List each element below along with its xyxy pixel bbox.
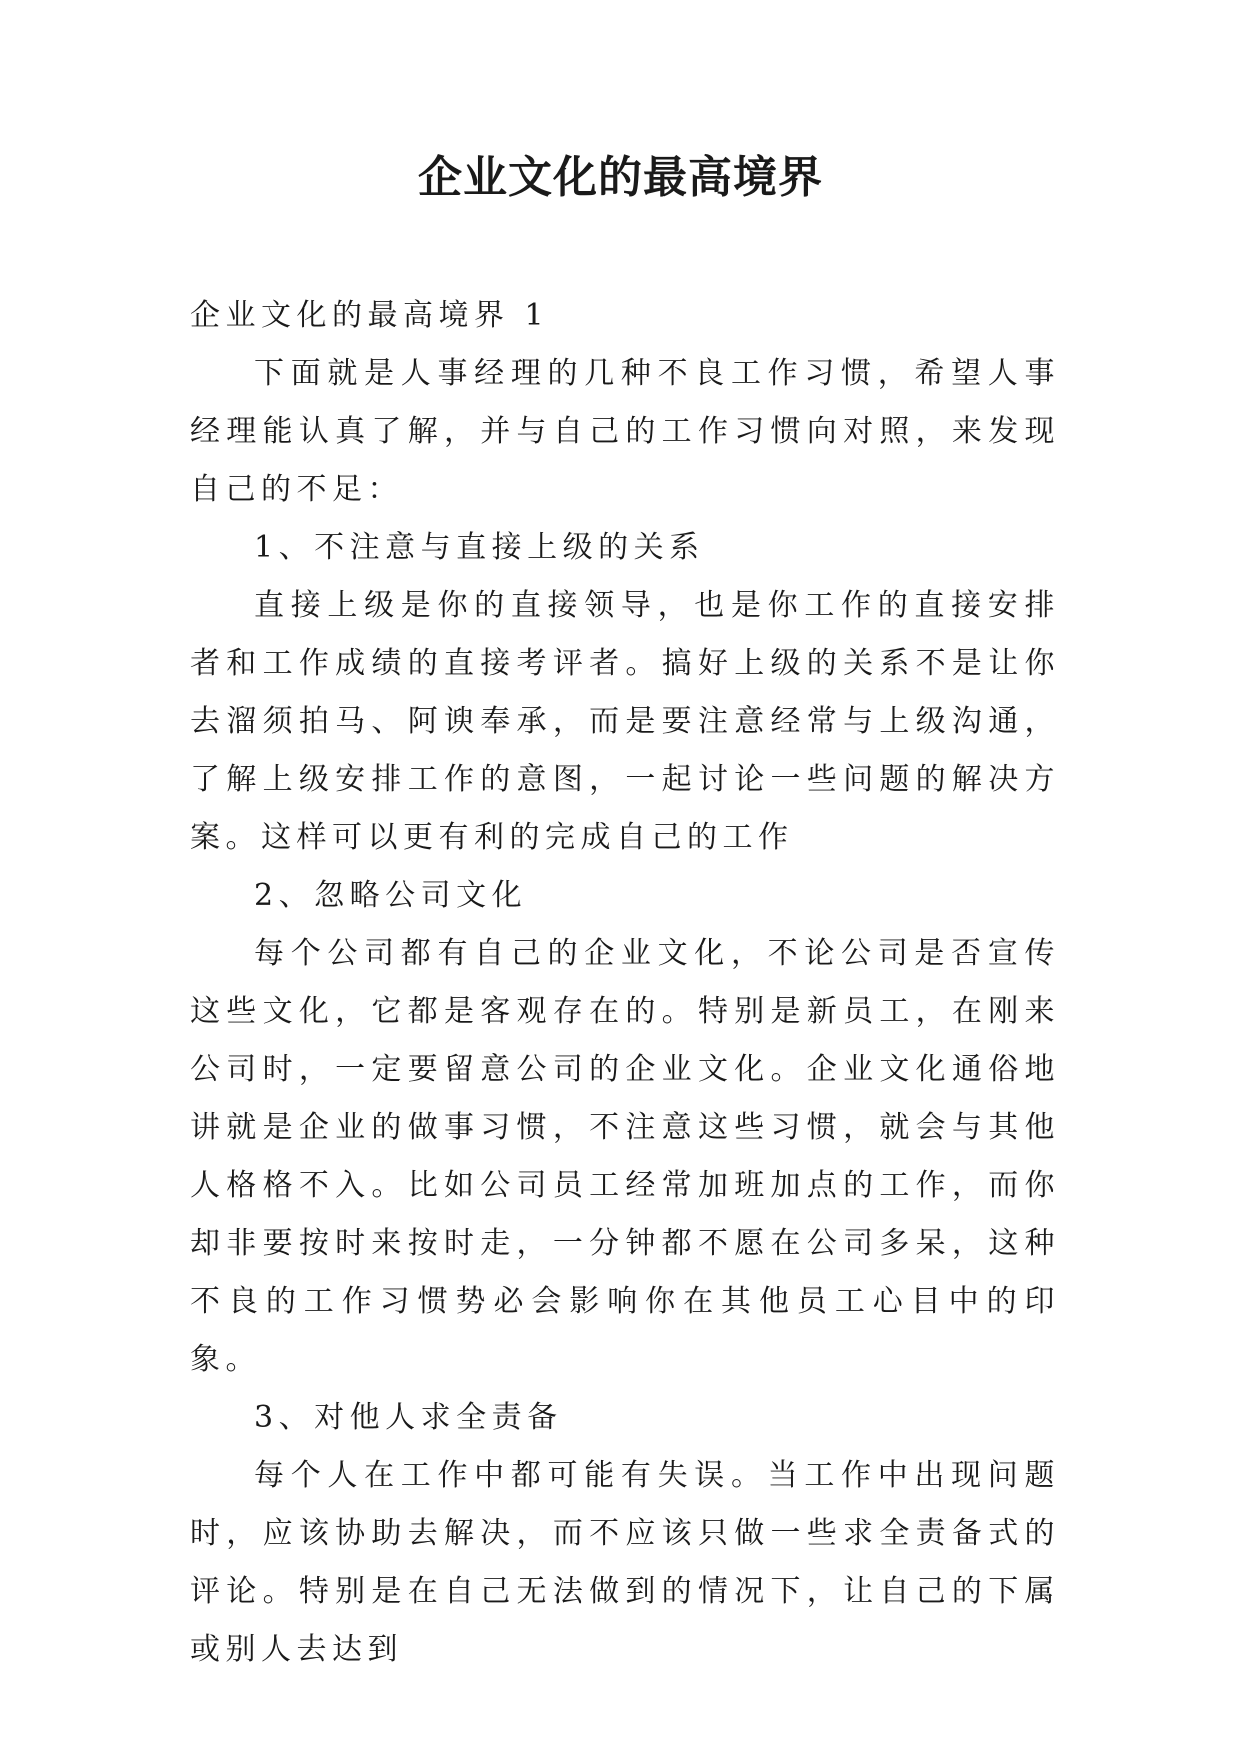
item-paragraph-1: 直接上级是你的直接领导，也是你工作的直接安排者和工作成绩的直接考评者。搞好上级的关系不是让你去溜须拍马、阿谀奉承，而是要注意经常与上级沟通，了解上级安排工作的意图，一起讨论一些问题的解决方案。这样可以更有利的完成自己的工作 [190, 588, 1060, 855]
item-heading-1: 1、不注意与直接上级的关系 [254, 530, 705, 565]
item-paragraph-2: 每个公司都有自己的企业文化，不论公司是否宣传这些文化，它都是客观存在的。特别是新员工，在刚来公司时，一定要留意公司的企业文化。企业文化通俗地讲就是企业的做事习惯，不注意这些习惯，就会与其他人格格不入。比如公司员工经常加班加点的工作，而你却非要按时来按时走，一分钟都不愿在公司多呆，这种不良的工作习惯势必会影响你在其他员工心目中的印象。 [190, 936, 1060, 1377]
item-heading-2: 2、忽略公司文化 [254, 878, 528, 913]
item-paragraph-3: 每个人在工作中都可能有失误。当工作中出现问题时，应该协助去解决，而不应该只做一些求全责备式的评论。特别是在自己无法做到的情况下，让自己的下属或别人去达到 [190, 1458, 1060, 1667]
section-heading: 企业文化的最高境界 1 [190, 298, 550, 333]
item-heading-3: 3、对他人求全责备 [254, 1400, 563, 1435]
document-body [190, 287, 1060, 1679]
document-title: 企业文化的最高境界 [418, 152, 823, 203]
intro-paragraph: 下面就是人事经理的几种不良工作习惯，希望人事经理能认真了解，并与自己的工作习惯向对照，来发现自己的不足： [190, 356, 1060, 507]
